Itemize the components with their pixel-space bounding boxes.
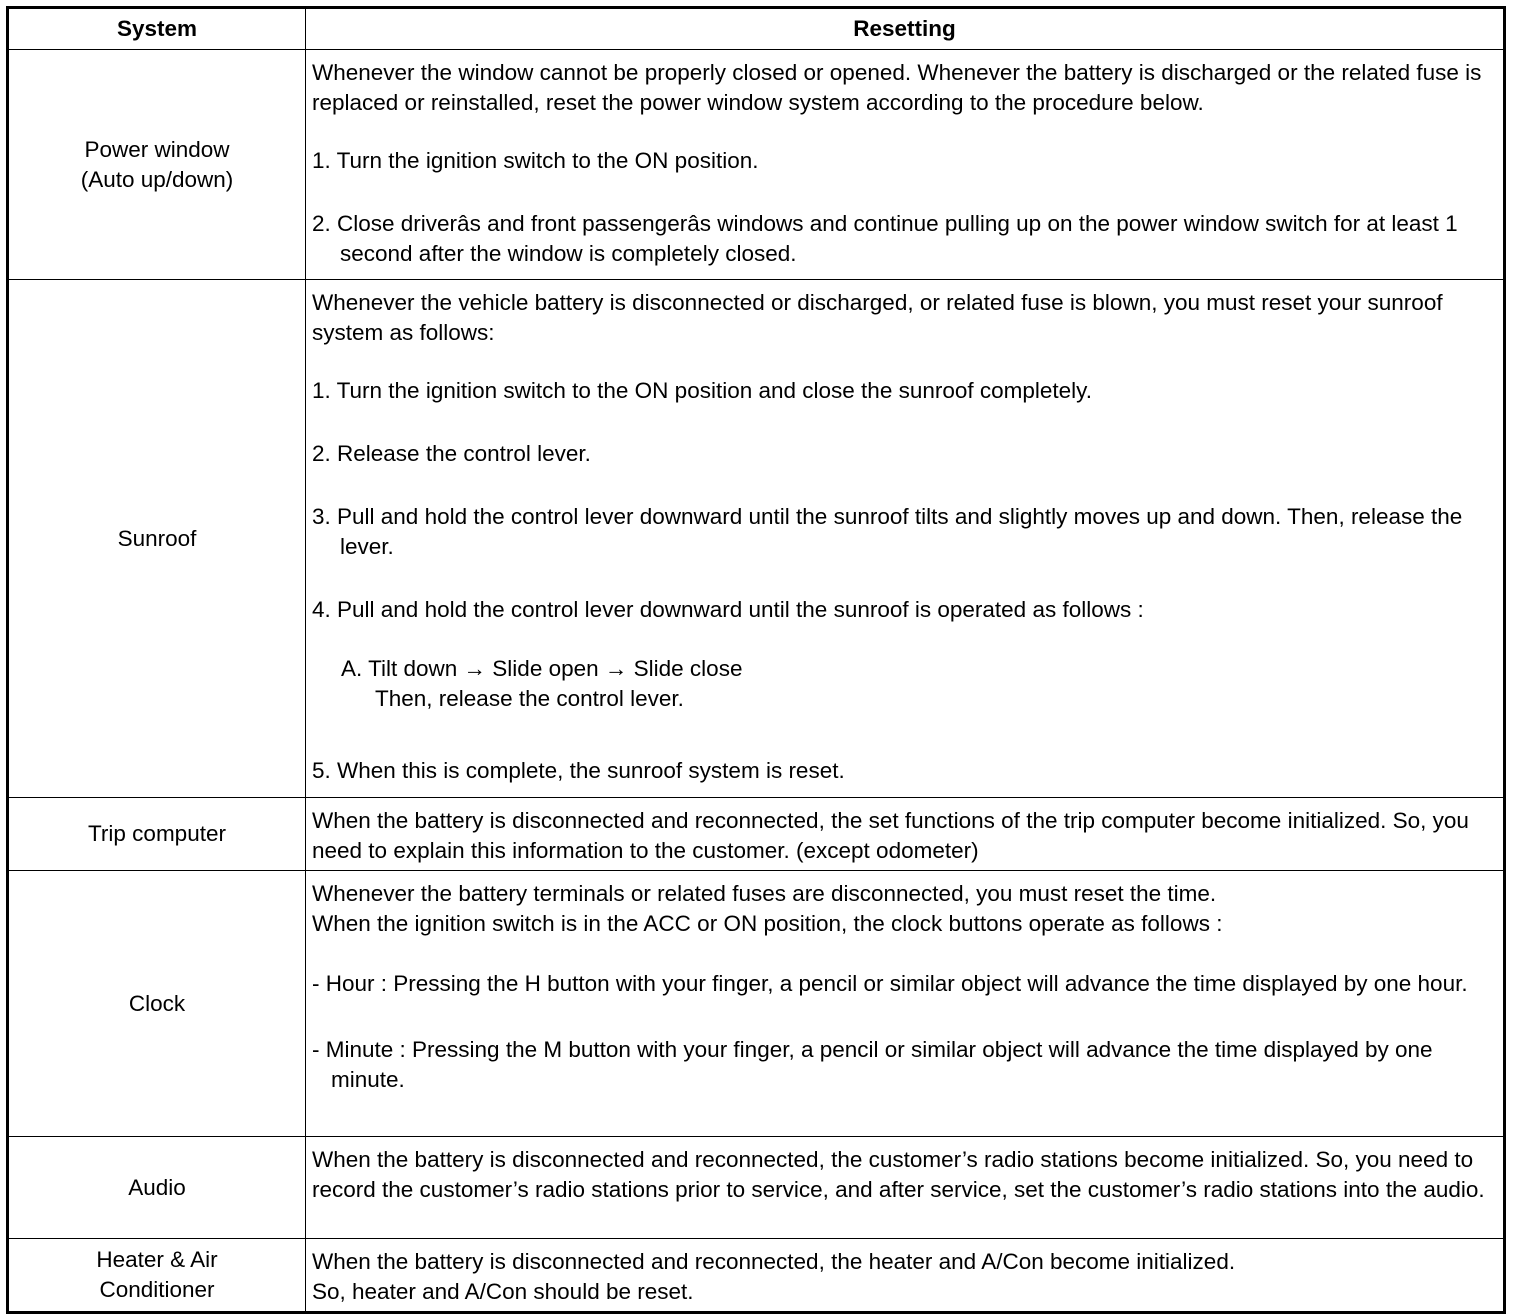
substep-line: A. Tilt down → Slide open → Slide close <box>341 656 743 681</box>
header-row <box>8 8 1505 50</box>
procedure-step: 2. Close driverâs and front passengerâs windows and continue pulling up on the power window switch for at least 1 second after the window is completely closed. <box>312 211 1458 266</box>
system-cell <box>8 280 306 798</box>
header-resetting: Resetting <box>306 8 1505 50</box>
intro-text: When the battery is disconnected and reconnected, the customer’s radio stations become initialized. So, you need to record the customer’s radio stations prior to service, and after service, set the customer’s radio stations into the audio. <box>312 1147 1485 1202</box>
system-cell <box>8 1137 306 1239</box>
system-name-line: Conditioner <box>99 1277 215 1302</box>
procedure-step: 1. Turn the ignition switch to the ON position and close the sunroof completely. <box>312 378 1093 403</box>
resetting-cell <box>306 871 1505 1137</box>
system-name-line: (Auto up/down) <box>80 166 234 192</box>
reset-table <box>6 6 1506 1314</box>
system-name-line: Clock <box>128 990 186 1016</box>
procedure-step: - Minute : Pressing the M button with your finger, a pencil or similar object will advance the time displayed by one minute. <box>312 1037 1433 1092</box>
resetting-cell <box>306 280 1505 798</box>
resetting-cell <box>306 1137 1505 1239</box>
system-cell <box>8 50 306 280</box>
table-row-audio <box>8 1137 1505 1239</box>
procedure-step: 5. When this is complete, the sunroof system is reset. <box>312 758 845 783</box>
procedure-step: 3. Pull and hold the control lever downward until the sunroof tilts and slightly moves up and down. Then, release the lever. <box>312 504 1463 559</box>
table-row-power-window <box>8 50 1505 280</box>
substep-line: Then, release the control lever. <box>375 686 684 711</box>
header-system: System <box>8 8 306 50</box>
system-name-line: Power window <box>84 136 230 162</box>
intro-text: When the battery is disconnected and reconnected, the heater and A/Con become initialized. <box>312 1249 1236 1274</box>
intro-text: So, heater and A/Con should be reset. <box>312 1279 694 1304</box>
procedure-step: 1. Turn the ignition switch to the ON position. <box>312 148 759 173</box>
table-row-clock <box>8 871 1505 1137</box>
intro-text: When the ignition switch is in the ACC or ON position, the clock buttons operate as follows : <box>312 911 1223 936</box>
table-row-heater-air-conditioner <box>8 1239 1505 1313</box>
table-row-trip-computer <box>8 798 1505 871</box>
system-name-line: Heater & Air <box>96 1247 218 1272</box>
system-name-line: Trip computer <box>88 821 226 846</box>
procedure-step: 4. Pull and hold the control lever downward until the sunroof is operated as follows : <box>312 597 1144 622</box>
resetting-cell <box>306 1239 1505 1313</box>
system-name-line: Sunroof <box>117 525 197 551</box>
procedure-substep <box>312 654 1493 714</box>
procedure-step: - Hour : Pressing the H button with your finger, a pencil or similar object will advance the time displayed by one hour. <box>312 971 1468 996</box>
system-cell <box>8 798 306 871</box>
intro-text: Whenever the window cannot be properly closed or opened. Whenever the battery is discharged or the related fuse is replaced or reinstalled, reset the power window system according to the procedure below. <box>312 60 1482 115</box>
system-name-line: Audio <box>128 1174 186 1200</box>
resetting-cell <box>306 50 1505 280</box>
table-row-sunroof <box>8 280 1505 798</box>
system-cell <box>8 871 306 1137</box>
intro-text: Whenever the battery terminals or related fuses are disconnected, you must reset the time. <box>312 881 1217 906</box>
intro-text: Whenever the vehicle battery is disconnected or discharged, or related fuse is blown, you must reset your sunroof system as follows: <box>312 290 1443 345</box>
resetting-cell <box>306 798 1505 871</box>
system-cell <box>8 1239 306 1313</box>
procedure-step: 2. Release the control lever. <box>312 441 591 466</box>
intro-text: When the battery is disconnected and reconnected, the set functions of the trip computer become initialized. So, you need to explain this information to the customer. (except odometer) <box>312 808 1469 863</box>
